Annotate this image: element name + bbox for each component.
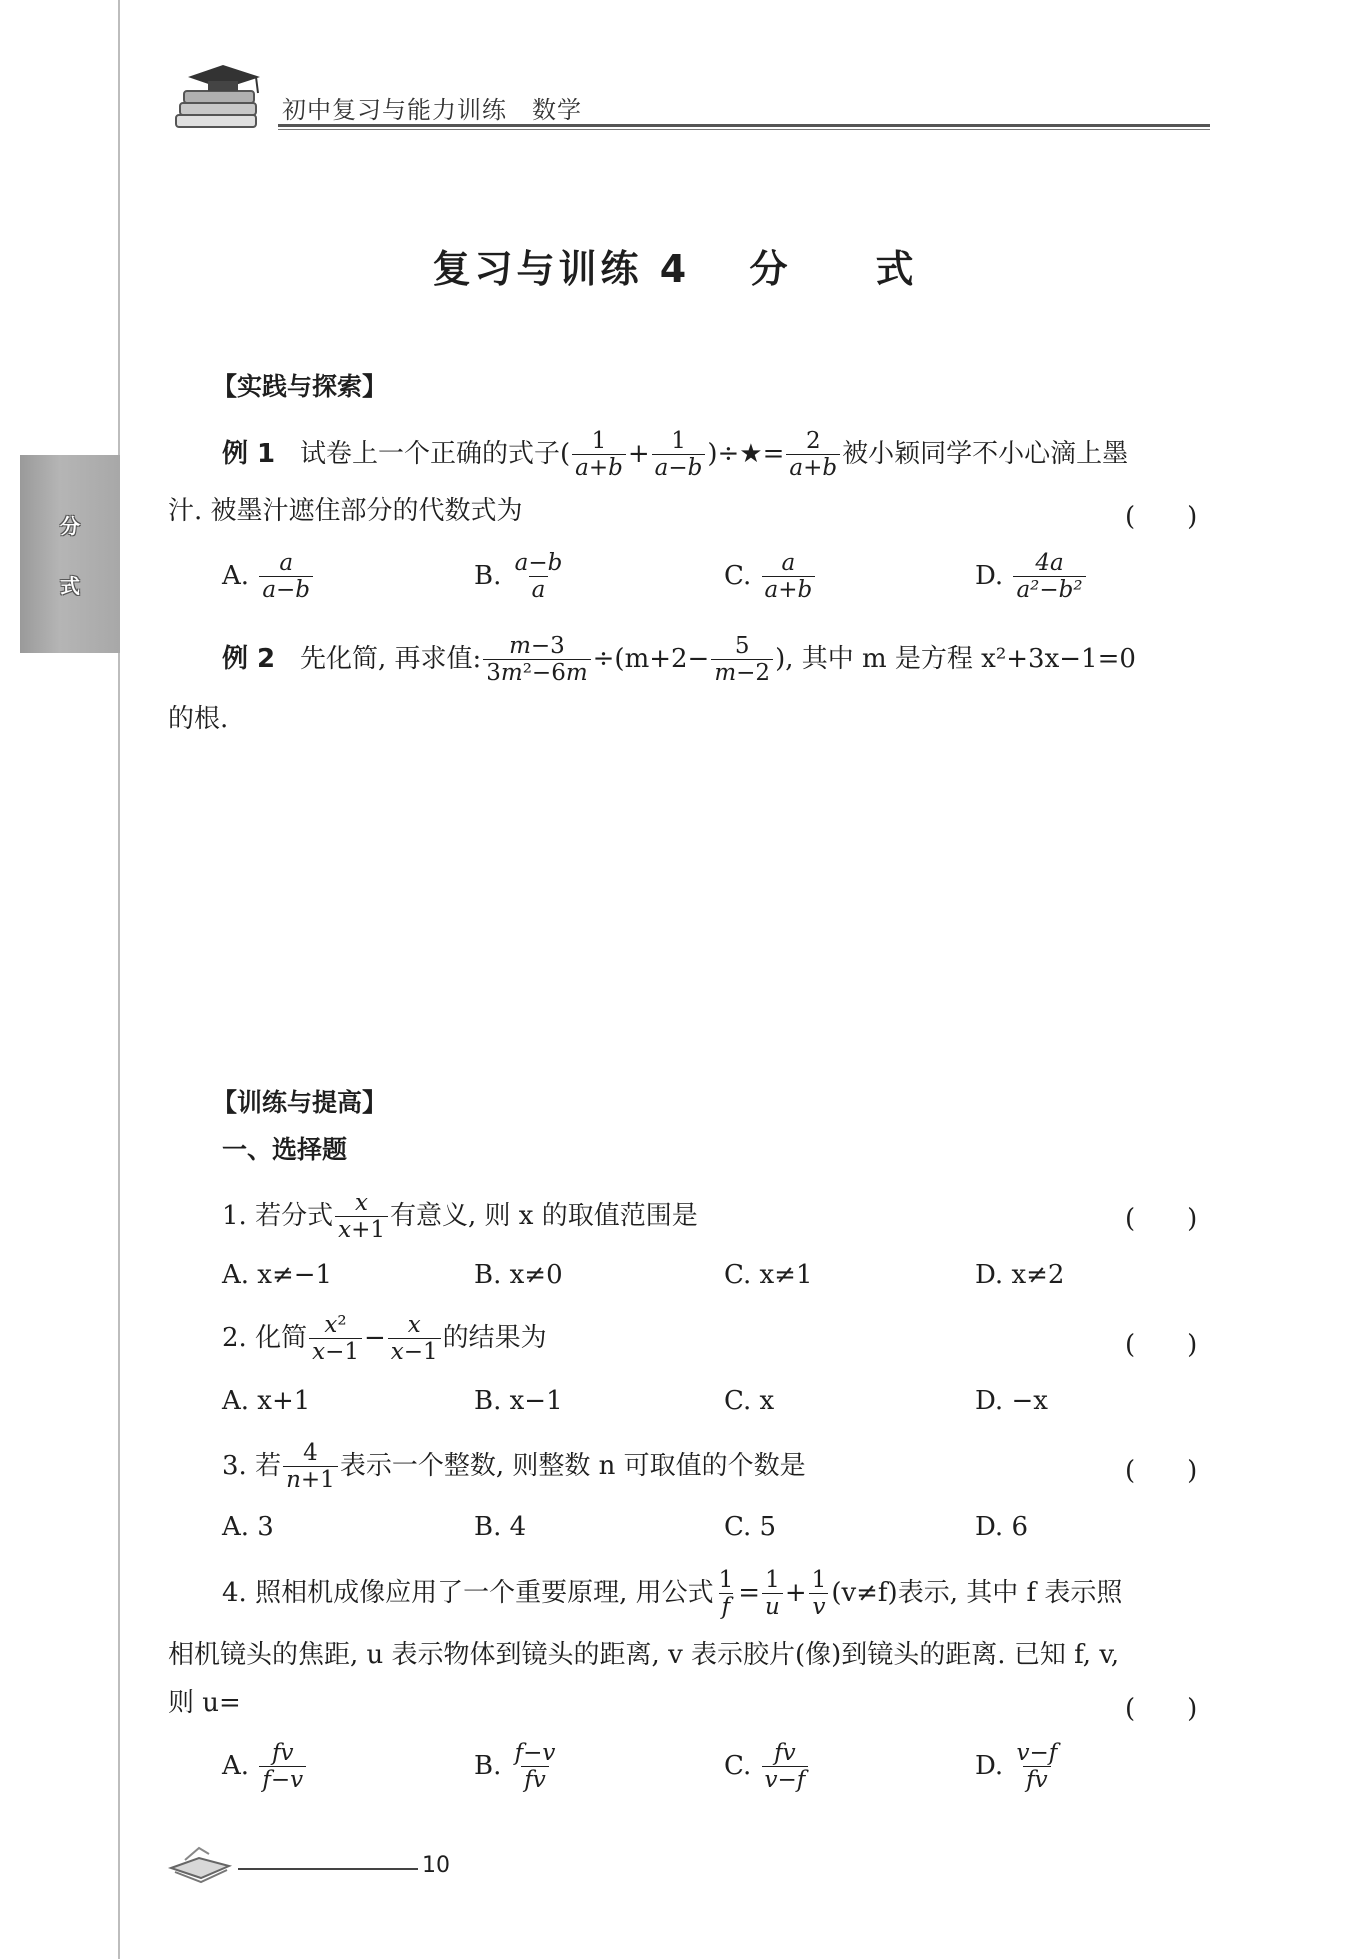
example1-text-b: )÷★=	[707, 438, 785, 469]
question-4: 4. 照相机成像应用了一个重要原理, 用公式 $\frac{1}{f}$ = $\frac{1}{u}$ + $\frac{1}{v}$ (v≠f)表示, 其中 f 表示照	[222, 1567, 1123, 1621]
book-title: 初中复习与能力训练 数学	[282, 96, 582, 124]
q3-option-c: C. 5	[724, 1512, 777, 1542]
q2-option-c: C. x	[724, 1386, 775, 1416]
page-margin-line	[118, 0, 120, 1959]
side-tab-char-2: 式	[60, 574, 80, 598]
fraction: $\frac{1}{a+b}$	[572, 428, 626, 482]
question-4-line2: 相机镜头的焦距, u 表示物体到镜头的距离, v 表示胶片(像)到镜头的距离. 已知 f, v,	[168, 1640, 1120, 1670]
q1-option-b: B. x≠0	[474, 1260, 563, 1290]
answer-paren: ( )	[1125, 1330, 1198, 1360]
example2-text-b: ÷(m+2−	[592, 643, 710, 674]
example2-text-a: 先化简, 再求值:	[299, 643, 482, 674]
example1-line2: 汁. 被墨汁遮住部分的代数式为	[168, 496, 523, 526]
fraction: $\frac{1}{v}$	[809, 1567, 830, 1621]
example1-option-c: C. $\frac{a}{a+b}$	[724, 550, 817, 604]
header-rule	[278, 124, 1210, 127]
fraction: $\frac{m-3}{\text{3m²−6m}}$	[483, 633, 590, 687]
q3-option-a: A. 3	[222, 1512, 274, 1542]
question-4-line3: 则 u=	[168, 1688, 241, 1718]
q1-option-d: D. x≠2	[975, 1260, 1065, 1290]
page-title: 复习与训练 4 分 式	[432, 247, 918, 291]
example1-option-d: D. $\frac{4a}{\text{a²−b²}}$	[975, 550, 1088, 604]
q4-option-b: B. $\frac{f-v}{fv}$	[474, 1740, 556, 1794]
footer-rule	[238, 1868, 418, 1870]
q4-option-c: C. $\frac{fv}{v-f}$	[724, 1740, 810, 1794]
example1-label: 例 1	[222, 438, 276, 469]
answer-paren: ( )	[1125, 502, 1198, 532]
section-choice: 一、选择题	[222, 1135, 348, 1164]
fraction: $\frac{5}{m-2}$	[711, 633, 773, 687]
side-tab-char-1: 分	[60, 514, 80, 538]
question-1: 1. 若分式 $\frac{x}{x+1}$ 有意义, 则 x 的取值范围是	[222, 1190, 698, 1244]
answer-paren: ( )	[1125, 1456, 1198, 1486]
books-graduation-cap-icon	[168, 55, 268, 135]
q1-option-a: A. x≠−1	[222, 1260, 333, 1290]
fraction: $\frac{\text{x²}}{x-1}$	[309, 1312, 362, 1366]
q3-option-b: B. 4	[474, 1512, 527, 1542]
section-training: 【训练与提高】	[212, 1088, 388, 1117]
fraction: $\frac{1}{u}$	[762, 1567, 783, 1621]
q2-option-d: D. −x	[975, 1386, 1048, 1416]
q2-option-a: A. x+1	[222, 1386, 311, 1416]
chapter-side-tab	[20, 455, 120, 653]
fraction: $\frac{x}{x-1}$	[388, 1312, 441, 1366]
fraction: $\frac{4}{n+1}$	[283, 1440, 338, 1494]
example2-line2: 的根.	[168, 704, 229, 734]
fraction: $\frac{1}{a-b}$	[652, 428, 706, 482]
question-3: 3. 若 $\frac{4}{n+1}$ 表示一个整数, 则整数 n 可取值的个数是	[222, 1440, 806, 1494]
example1-line1: 例 1 试卷上一个正确的式子( $\frac{1}{a+b}$ + $\frac{1}{a-b}$ )÷★= $\frac{2}{a+b}$ 被小颖同学不小心滴上墨	[222, 428, 1129, 482]
q2-option-b: B. x−1	[474, 1386, 563, 1416]
answer-paren: ( )	[1125, 1694, 1198, 1724]
header-rule-thin	[278, 129, 1210, 130]
answer-paren: ( )	[1125, 1204, 1198, 1234]
fraction: $\frac{x}{x+1}$	[335, 1190, 388, 1244]
q4-option-d: D. $\frac{v-f}{fv}$	[975, 1740, 1058, 1794]
example1-option-b: B. $\frac{a-b}{a}$	[474, 550, 563, 604]
example1-text-a: 试卷上一个正确的式子(	[299, 438, 571, 469]
question-2: 2. 化简 $\frac{\text{x²}}{x-1}$ − $\frac{x}{x-1}$ 的结果为	[222, 1312, 547, 1366]
open-book-icon	[165, 1840, 235, 1886]
example2-line1	[222, 633, 1136, 687]
example1-text-c: 被小颖同学不小心滴上墨	[842, 438, 1129, 469]
section-practice: 【实践与探索】	[212, 372, 388, 401]
q3-option-d: D. 6	[975, 1512, 1028, 1542]
example1-option-a: A. $\frac{a}{a-b}$	[222, 550, 315, 604]
page-number: 10	[422, 1853, 450, 1878]
fraction: $\frac{1}{f}$	[718, 1567, 734, 1621]
q1-option-c: C. x≠1	[724, 1260, 813, 1290]
example2-text-c: ), 其中 m 是方程 x²+3x−1=0	[775, 643, 1136, 674]
fraction: $\frac{2}{a+b}$	[786, 428, 840, 482]
q4-option-a: A. $\frac{fv}{f-v}$	[222, 1740, 308, 1794]
example2-label: 例 2	[222, 643, 276, 674]
